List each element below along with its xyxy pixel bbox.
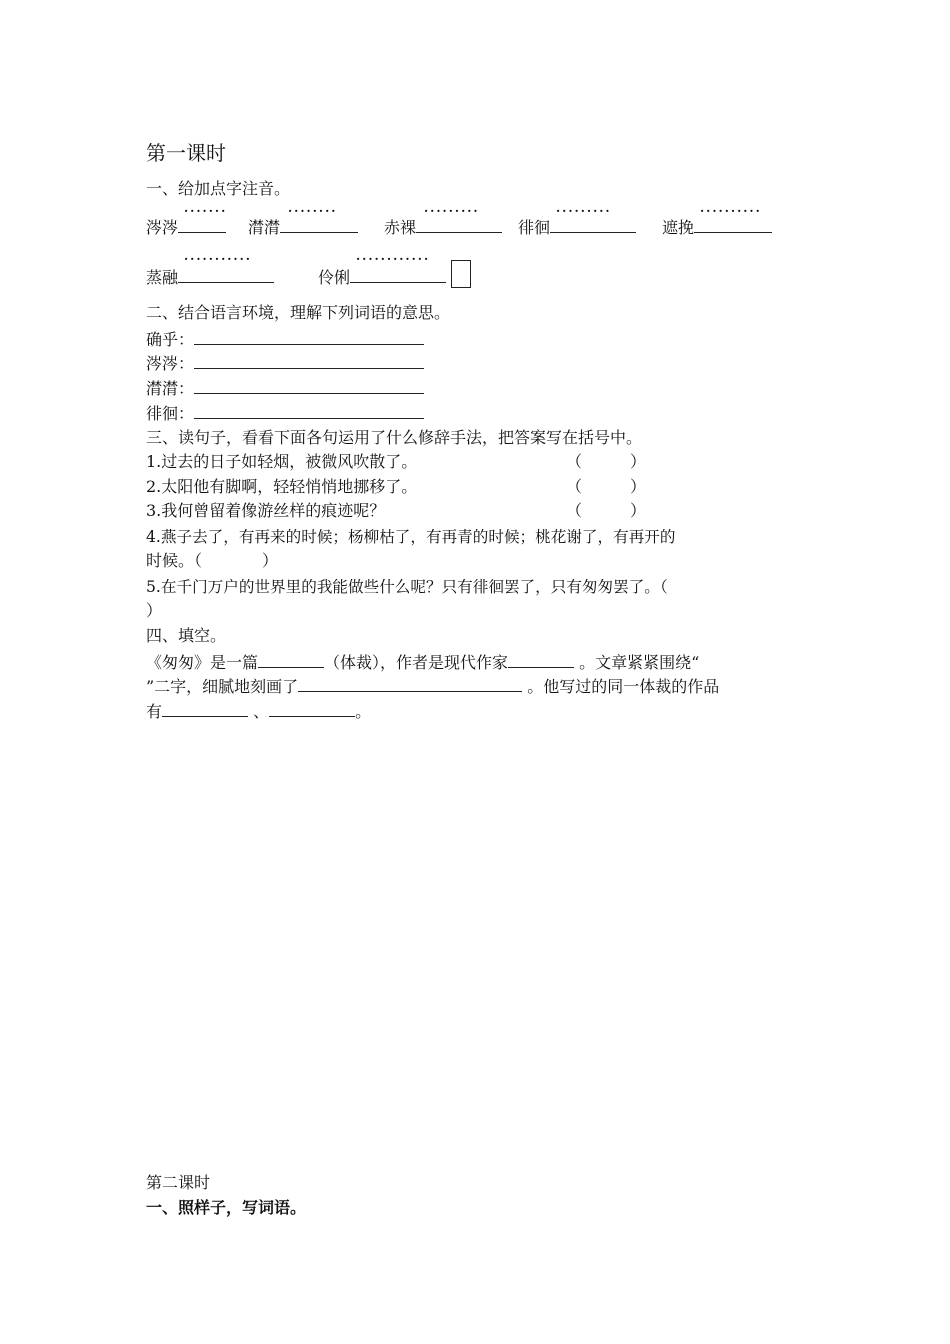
q4-heading: 四、填空。: [146, 626, 227, 645]
answer-blank[interactable]: [258, 651, 324, 668]
paren-close: ）: [262, 551, 279, 570]
pinyin-word: 遮挽: [662, 218, 695, 237]
emphasis-dots: ·········: [556, 204, 612, 218]
fill-line-3: [146, 700, 371, 723]
paren-open: （: [194, 551, 203, 570]
answer-blank[interactable]: [280, 216, 358, 233]
answer-blank[interactable]: [162, 700, 248, 717]
fill-text: 、: [253, 702, 270, 721]
sentence-5-line2: ）: [146, 601, 163, 620]
fill-line-2: [146, 675, 719, 698]
definition-term: 确乎：: [146, 330, 195, 349]
pinyin-word: 徘徊: [518, 218, 551, 237]
fill-line-1: [146, 651, 699, 674]
emphasis-dots: ··········: [700, 204, 762, 218]
q3-heading: 三、读句子，看看下面各句运用了什么修辞手法，把答案写在括号中。: [146, 428, 643, 447]
pinyin-word: 涔涔: [146, 218, 179, 237]
emphasis-dots: ·········: [424, 204, 480, 218]
pinyin-word: 蒸融: [146, 268, 179, 287]
answer-parentheses[interactable]: [566, 500, 646, 522]
answer-blank[interactable]: [694, 216, 772, 233]
answer-blank[interactable]: [194, 402, 424, 419]
fill-text: ”二字，细腻地刻画了: [146, 677, 299, 696]
pinyin-item: [384, 216, 502, 239]
definition-term: 潸潸：: [146, 379, 195, 398]
answer-blank[interactable]: [178, 266, 274, 283]
paren-open: （: [566, 452, 583, 471]
answer-blank[interactable]: [550, 216, 636, 233]
answer-blank[interactable]: [508, 651, 574, 668]
fill-text: 《匆匆》是一篇: [146, 653, 259, 672]
definition-row: [146, 352, 424, 375]
answer-blank[interactable]: [269, 700, 355, 717]
answer-blank[interactable]: [298, 675, 522, 692]
checkbox-frame: [451, 260, 471, 288]
answer-blank[interactable]: [416, 216, 502, 233]
paren-close: ）: [630, 501, 647, 520]
fill-text: 。他写过的同一体裁的作品: [527, 677, 720, 696]
lesson2-q1-heading: 一、照样子，写词语。: [146, 1198, 307, 1217]
fill-text: 。: [355, 702, 372, 721]
definition-row: [146, 402, 424, 425]
answer-parentheses[interactable]: [566, 451, 646, 473]
emphasis-dots: ···········: [184, 252, 252, 266]
answer-blank[interactable]: [194, 377, 424, 394]
sentence-1: 1.过去的日子如轻烟，被微风吹散了。: [146, 452, 418, 471]
fill-text: 。文章紧紧围绕“: [579, 653, 700, 672]
pinyin-item: [662, 216, 772, 239]
definition-term: 徘徊：: [146, 404, 195, 423]
definition-term: 涔涔：: [146, 354, 195, 373]
fill-text: 有: [146, 702, 163, 721]
q1-heading: 一、给加点字注音。: [146, 179, 291, 198]
pinyin-word: 伶俐: [318, 268, 351, 287]
pinyin-word: 潸潸: [248, 218, 281, 237]
pinyin-item: [248, 216, 358, 239]
pinyin-item: [146, 216, 226, 239]
answer-blank[interactable]: [178, 216, 226, 233]
sentence-4-text: 时候。: [146, 551, 195, 570]
lesson2-title: 第二课时: [146, 1173, 211, 1192]
pinyin-word: 赤裸: [384, 218, 417, 237]
emphasis-dots: ············: [356, 252, 431, 266]
emphasis-dots: ·······: [184, 204, 228, 218]
definition-row: [146, 328, 424, 351]
pinyin-item: [518, 216, 636, 239]
sentence-4-line2: [146, 550, 278, 572]
answer-parentheses[interactable]: [194, 551, 278, 570]
answer-blank[interactable]: [350, 266, 446, 283]
sentence-5-line1: 5.在千门万户的世界里的我能做些什么呢？只有徘徊罢了，只有匆匆罢了。（: [146, 578, 668, 596]
sentence-2: 2.太阳他有脚啊，轻轻悄悄地挪移了。: [146, 477, 418, 496]
q2-heading: 二、结合语言环境，理解下列词语的意思。: [146, 303, 451, 322]
answer-blank[interactable]: [194, 352, 424, 369]
fill-text: （体裁），作者是现代作家: [324, 653, 509, 672]
paren-open: （: [566, 477, 583, 496]
answer-parentheses[interactable]: [566, 476, 646, 498]
paren-open: （: [566, 501, 583, 520]
pinyin-item: [318, 266, 446, 289]
emphasis-dots: ········: [288, 204, 338, 218]
pinyin-item: [146, 266, 274, 289]
sentence-4-line1: 4.燕子去了，有再来的时候；杨柳枯了，有再青的时候；桃花谢了，有再开的: [146, 528, 676, 546]
definition-row: [146, 377, 424, 400]
answer-blank[interactable]: [194, 328, 424, 345]
paren-close: ）: [630, 477, 647, 496]
sentence-3: 3.我何曾留着像游丝样的痕迹呢？: [146, 501, 386, 520]
paren-close: ）: [630, 452, 647, 471]
lesson1-title: 第一课时: [146, 141, 226, 165]
